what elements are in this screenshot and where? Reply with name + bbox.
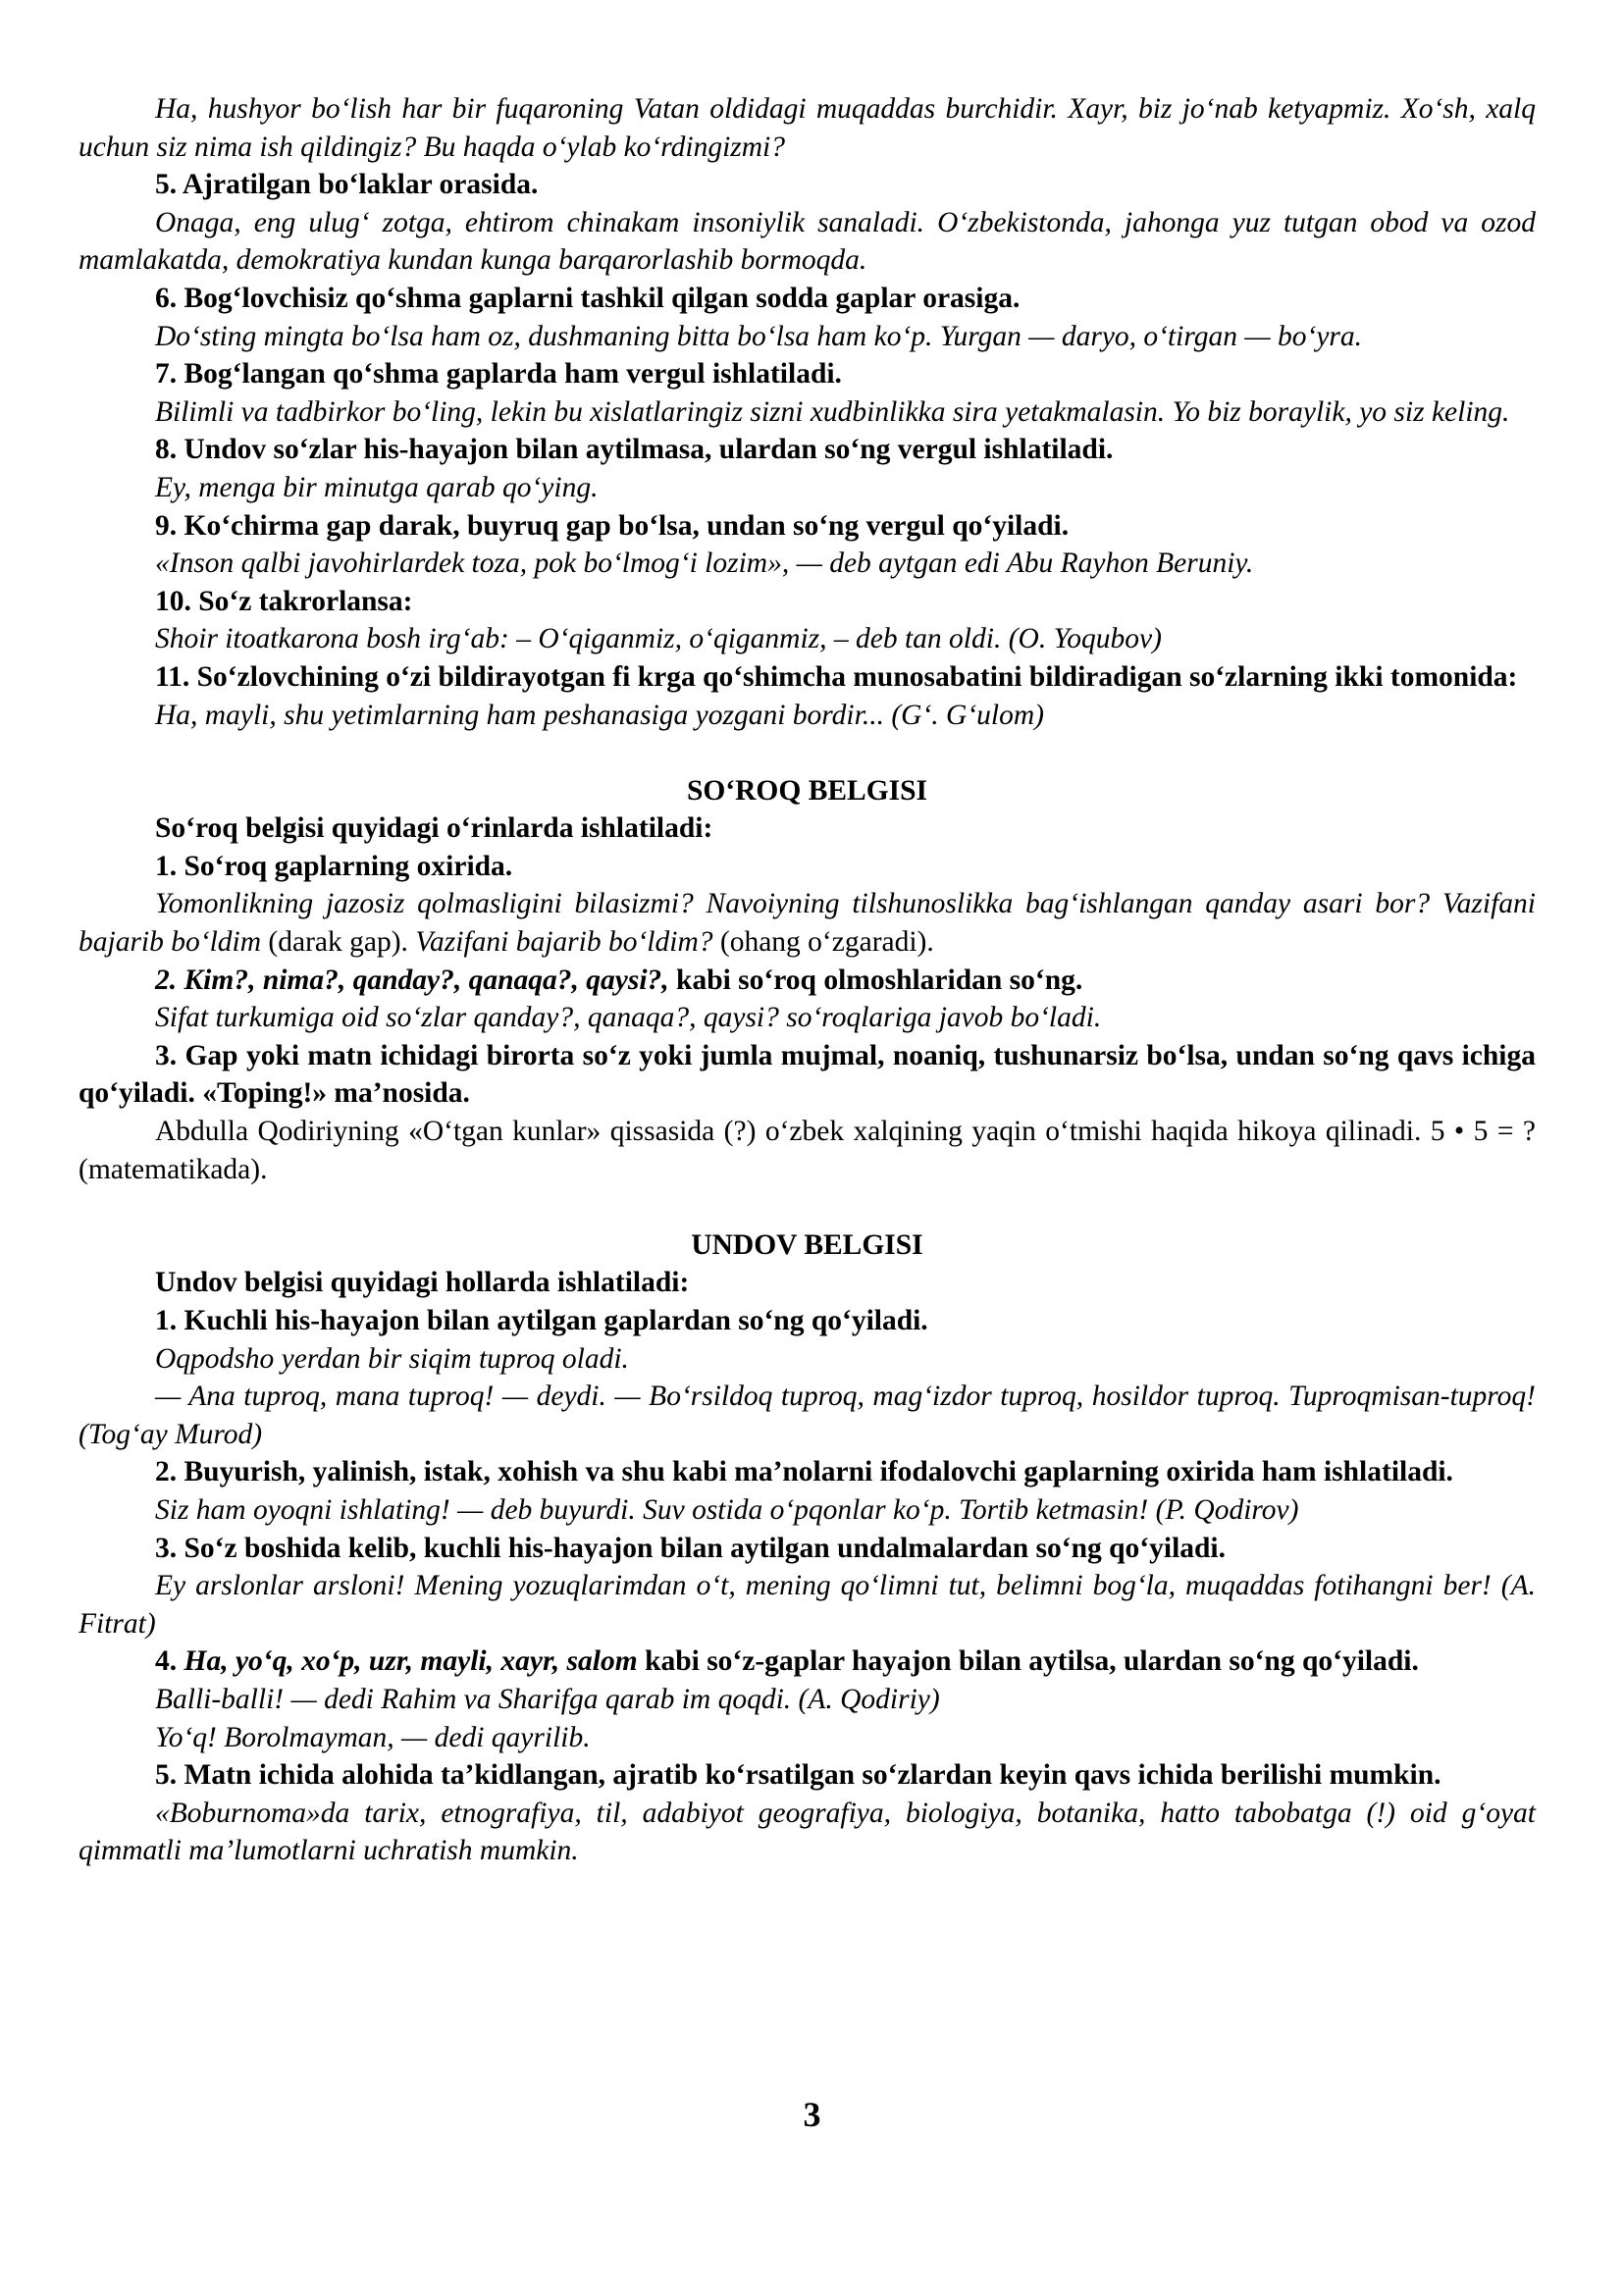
text-run: Ha, yo‘q, xo‘p, uzr, mayli, xayr, salom (183, 1645, 638, 1678)
example-paragraph: — Ana tuproq, mana tuproq! — deydi. — Bo‘rsildoq tuproq, mag‘izdor tuproq, hosildor tuproq. Tuproqmisan-tuproq! (Tog‘ay Murod) (79, 1381, 1536, 1450)
example-paragraph: Ha, mayli, shu yetimlarning ham peshanasiga yozgani bordir... (G‘. G‘ulom) (155, 699, 1044, 731)
rule-heading: 6. Bog‘lovchisiz qo‘shma gaplarni tashkil qilgan sodda gaplar orasiga. (155, 282, 1021, 314)
text-run: 4. (155, 1645, 184, 1678)
text-run: (ohang o‘zgaradi). (712, 926, 934, 959)
plain-paragraph: Abdulla Qodiriyning «O‘tgan kunlar» qissasida (?) o‘zbek xalqining yaqin o‘tmishi haqida hikoya qilinadi. 5 • 5 = ? (matematikada). (79, 1116, 1536, 1185)
example-paragraph: Ha, hushyor bo‘lish har bir fuqaroning Vatan oldidagi muqaddas burchidir. Xayr, biz jo‘nab ketyapmiz. Xo‘sh, xalq uchun siz nima ish qildingiz? Bu haqda o‘ylab ko‘rdingizmi? (79, 93, 1536, 163)
section-title: SO‘ROQ BELGISI (686, 774, 928, 807)
rule-heading: 10. So‘z takrorlansa: (155, 585, 413, 617)
rule-heading: 1. So‘roq gaplarning oxirida. (155, 850, 513, 882)
rule-heading: 8. Undov so‘zlar his-hayajon bilan aytilmasa, ulardan so‘ng vergul ishlatiladi. (155, 434, 1114, 466)
text-run: 2. Kim?, nima?, qanday?, qanaqa?, qaysi?, (155, 964, 669, 996)
text-run: Yomonlikning jazosiz qolmasligini bilasizmi? Navoiyning tilshunoslikka bag‘ishlangan qanday asari bor? Vazifani bajarib bo‘ldim (79, 888, 1536, 959)
rule-heading (79, 1643, 1536, 1681)
text-run: kabi so‘roq olmoshlaridan so‘ng. (668, 964, 1083, 996)
rule-heading: 3. So‘z boshida kelib, kuchli his-hayajon bilan aytilgan undalmalardan so‘ng qo‘yiladi. (155, 1532, 1226, 1564)
example-paragraph: «Boburnoma»da tarix, etnografiya, til, adabiyot geografiya, biologiya, botanika, hatto tabobatga (!) oid g‘oyat qimmatli ma’lumotlarni uchratish mumkin. (79, 1797, 1536, 1867)
rule-heading: Undov belgisi quyidagi hollarda ishlatiladi: (155, 1267, 690, 1299)
example-paragraph (79, 885, 1536, 961)
example-paragraph: Shoir itoatkarona bosh irg‘ab: – O‘qiganmiz, o‘qiganmiz, – deb tan oldi. (O. Yoqubov) (155, 623, 1162, 655)
example-paragraph: Sifat turkumiga oid so‘zlar qanday?, qanaqa?, qaysi? so‘roqlariga javob bo‘ladi. (155, 1002, 1102, 1034)
example-paragraph: Bilimli va tadbirkor bo‘ling, lekin bu xislatlaringiz sizni xudbinlikka sira yetakmalasin. Yo biz boraylik, yo siz keling. (155, 395, 1510, 428)
example-paragraph: «Inson qalbi javohirlardek toza, pok bo‘lmog‘i lozim», — deb aytgan edi Abu Rayhon Beruniy. (155, 548, 1254, 580)
example-paragraph: Onaga, eng ulug‘ zotga, ehtirom chinakam insoniylik sanaladi. O‘zbekistonda, jahonga yuz tutgan obod va ozod mamlakatda, demokratiya kundan kunga barqarorlashib bormoqda. (79, 206, 1536, 277)
section-spacer (79, 734, 1536, 772)
rule-heading: 2. Buyurish, yalinish, istak, xohish va shu kabi ma’nolarni ifodalovchi gaplarning oxirida ham ishlatiladi. (155, 1456, 1453, 1488)
section-title: UNDOV BELGISI (691, 1228, 923, 1261)
rule-heading: 7. Bog‘langan qo‘shma gaplarda ham vergul ishlatiladi. (155, 358, 842, 391)
rule-heading: 11. So‘zlovchining o‘zi bildirayotgan fi krga qo‘shimcha munosabatini bildiradigan so‘zlarning ikki tomonida: (155, 660, 1518, 693)
rule-heading: 1. Kuchli his-hayajon bilan aytilgan gaplardan so‘ng qo‘yiladi. (155, 1305, 928, 1336)
example-paragraph: Do‘sting mingta bo‘lsa ham oz, dushmaning bitta bo‘lsa ham ko‘p. Yurgan — daryo, o‘tirgan — bo‘yra. (155, 320, 1363, 352)
page-number: 3 (803, 2095, 821, 2134)
rule-heading: 5. Matn ichida alohida ta’kidlangan, ajratib ko‘rsatilgan so‘zlardan keyin qavs ichida berilishi mumkin. (155, 1759, 1441, 1792)
rule-heading (79, 962, 1536, 1000)
example-paragraph: Oqpodsho yerdan bir siqim tuproq oladi. (155, 1342, 629, 1375)
example-paragraph: Yo‘q! Borolmayman, — dedi qayrilib. (155, 1721, 591, 1753)
example-paragraph: Balli-balli! — dedi Rahim va Sharifga qarab im qoqdi. (A. Qodiriy) (155, 1683, 940, 1715)
section-spacer (79, 1188, 1536, 1226)
rule-heading: 9. Ko‘chirma gap darak, buyruq gap bo‘lsa, undan so‘ng vergul qo‘yiladi. (155, 509, 1070, 542)
page-content (79, 90, 1536, 1870)
example-paragraph: Siz ham oyoqni ishlating! — deb buyurdi. Suv ostida o‘pqonlar ko‘p. Tortib ketmasin! (P. Qodirov) (155, 1493, 1299, 1526)
rule-heading: 5. Ajratilgan bo‘laklar orasida. (155, 169, 539, 201)
text-run: Vazifani bajarib bo‘ldim? (415, 926, 713, 959)
rule-heading: 3. Gap yoki matn ichidagi birorta so‘z yoki jumla mujmal, noaniq, tushunarsiz bo‘lsa, undan so‘ng qavs ichiga qo‘yiladi. «Toping!» ma’nosida. (79, 1039, 1536, 1110)
text-run: kabi so‘z-gaplar hayajon bilan aytilsa, ulardan so‘ng qo‘yiladi. (637, 1645, 1419, 1678)
example-paragraph: Ey arslonlar arsloni! Mening yozuqlarimdan o‘t, mening qo‘limni tut, belimni bog‘la, muqaddas fotihangni ber! (A. Fitrat) (79, 1570, 1536, 1640)
example-paragraph: Ey, menga bir minutga qarab qo‘ying. (155, 471, 599, 503)
rule-heading: So‘roq belgisi quyidagi o‘rinlarda ishlatiladi: (155, 812, 713, 845)
text-run: (darak gap). (261, 926, 416, 959)
